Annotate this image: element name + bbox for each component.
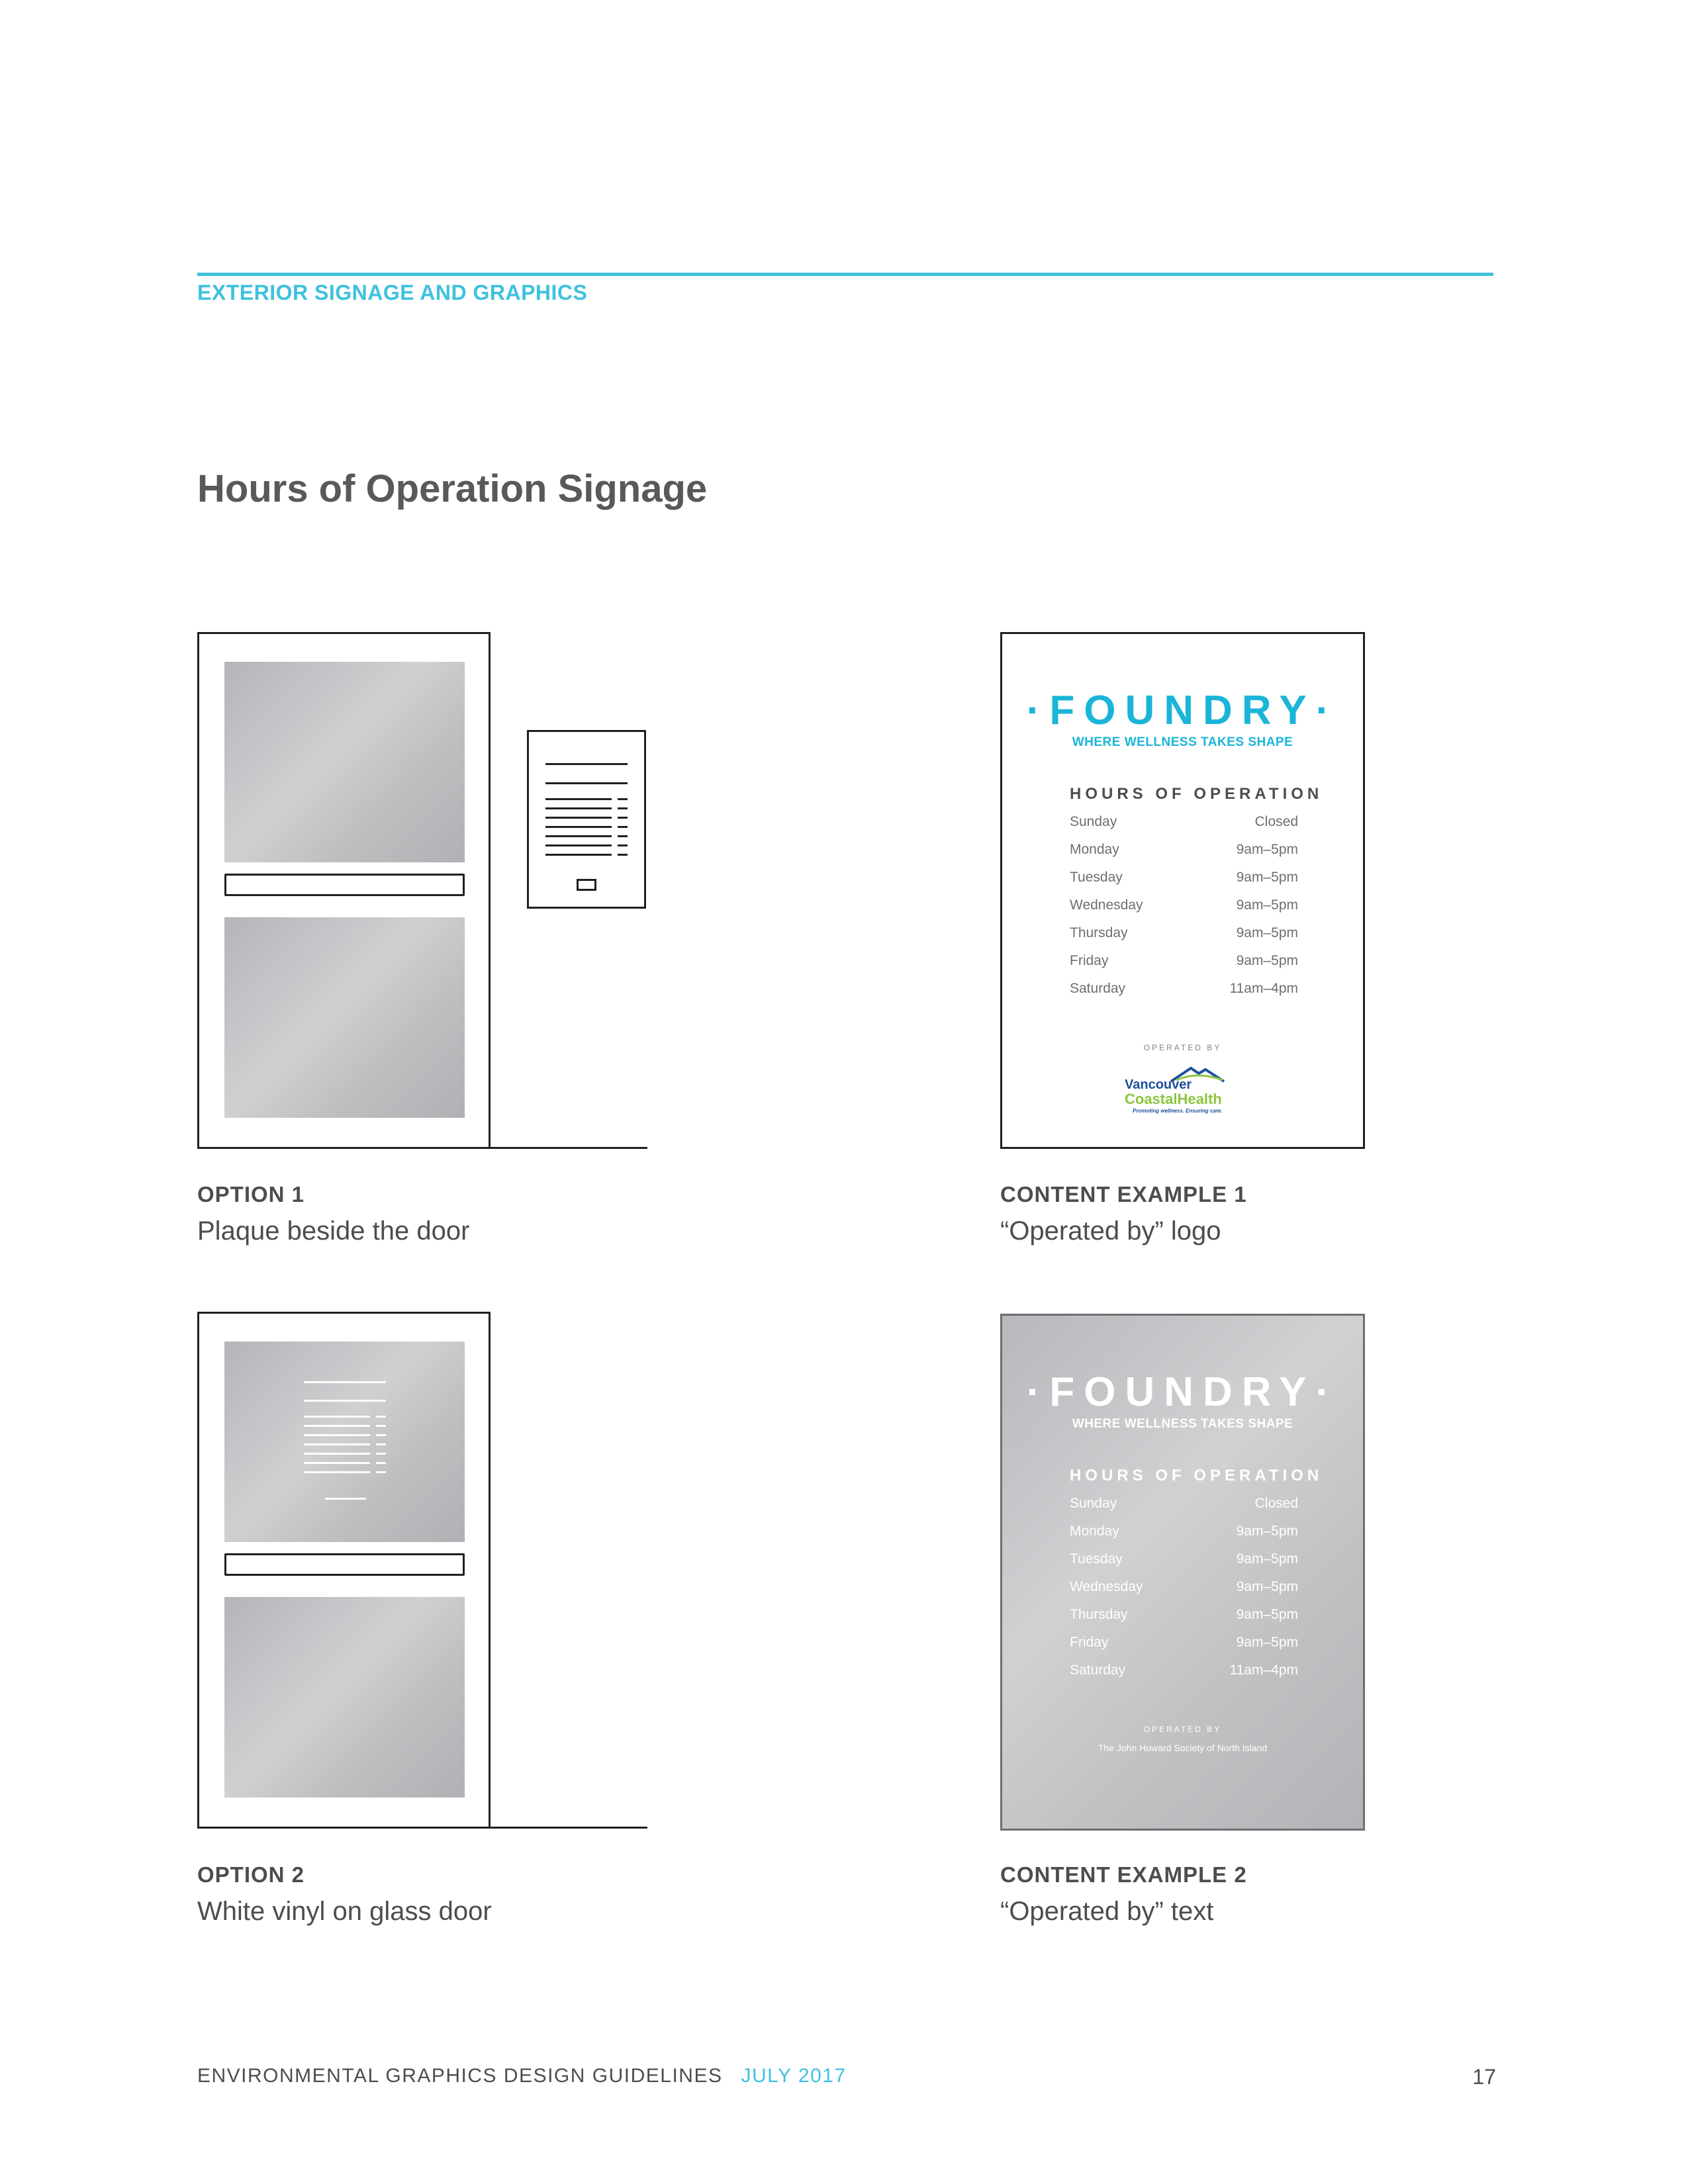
hours-row: Tuesday 9am–5pm bbox=[1070, 1551, 1298, 1567]
door-window-top bbox=[224, 1342, 465, 1542]
operated-by-label: OPERATED BY bbox=[1143, 1725, 1222, 1734]
example-1-text: “Operated by” logo bbox=[1000, 1216, 1221, 1246]
page-title: Hours of Operation Signage bbox=[197, 467, 708, 510]
example-1-heading: CONTENT EXAMPLE 1 bbox=[1000, 1182, 1247, 1206]
vch-line-1: Vancouver bbox=[1125, 1077, 1192, 1092]
footer bbox=[197, 2065, 847, 2087]
floor-line-2 bbox=[491, 1827, 647, 1829]
hours-row: Tuesday 9am–5pm bbox=[1070, 870, 1298, 885]
option-2-text: White vinyl on glass door bbox=[197, 1897, 492, 1926]
door-push-bar bbox=[224, 1553, 465, 1576]
hours-row: Saturday 11am–4pm bbox=[1070, 1662, 1298, 1678]
content-example-1-sign bbox=[1000, 632, 1365, 1149]
option-1-heading: OPTION 1 bbox=[197, 1182, 305, 1206]
footer-date: JULY 2017 bbox=[741, 2065, 847, 2087]
hours-list bbox=[1070, 1496, 1298, 1690]
hours-row: Monday 9am–5pm bbox=[1070, 842, 1298, 857]
hours-row: Wednesday 9am–5pm bbox=[1070, 897, 1298, 913]
example-2-heading: CONTENT EXAMPLE 2 bbox=[1000, 1862, 1247, 1887]
vch-logo bbox=[1125, 1064, 1244, 1114]
hours-row: Sunday Closed bbox=[1070, 1496, 1298, 1511]
foundry-logo bbox=[1002, 687, 1363, 734]
foundry-wordmark: ·FOUNDRY· bbox=[1026, 1369, 1339, 1415]
hours-row: Sunday Closed bbox=[1070, 814, 1298, 829]
operated-by-label: OPERATED BY bbox=[1143, 1043, 1222, 1052]
hours-row: Saturday 11am–4pm bbox=[1070, 981, 1298, 996]
hours-row: Wednesday 9am–5pm bbox=[1070, 1579, 1298, 1594]
door-window-bottom bbox=[224, 917, 465, 1118]
hours-row: Thursday 9am–5pm bbox=[1070, 925, 1298, 940]
plaque-illustration bbox=[527, 730, 646, 909]
hours-heading: HOURS OF OPERATION bbox=[1070, 785, 1323, 803]
operator-text: The John Howard Society of North Island bbox=[1098, 1743, 1268, 1753]
floor-line-1 bbox=[491, 1147, 647, 1149]
vch-line-2: CoastalHealth bbox=[1125, 1091, 1222, 1107]
hours-row: Friday 9am–5pm bbox=[1070, 953, 1298, 968]
door-option-1 bbox=[197, 632, 491, 1149]
hours-heading: HOURS OF OPERATION bbox=[1070, 1467, 1323, 1484]
section-label: EXTERIOR SIGNAGE AND GRAPHICS bbox=[197, 281, 588, 304]
foundry-tagline: WHERE WELLNESS TAKES SHAPE bbox=[1072, 735, 1293, 749]
hours-row: Monday 9am–5pm bbox=[1070, 1524, 1298, 1539]
example-2-text: “Operated by” text bbox=[1000, 1897, 1214, 1926]
foundry-tagline: WHERE WELLNESS TAKES SHAPE bbox=[1072, 1417, 1293, 1431]
option-2-heading: OPTION 2 bbox=[197, 1862, 305, 1887]
door-push-bar bbox=[224, 874, 465, 896]
door-window-top bbox=[224, 662, 465, 862]
hours-row: Friday 9am–5pm bbox=[1070, 1635, 1298, 1650]
hours-row: Thursday 9am–5pm bbox=[1070, 1607, 1298, 1622]
footer-title: ENVIRONMENTAL GRAPHICS DESIGN GUIDELINES bbox=[197, 2065, 723, 2087]
foundry-wordmark: ·FOUNDRY· bbox=[1026, 688, 1339, 733]
page-number: 17 bbox=[1472, 2065, 1496, 2089]
door-window-bottom bbox=[224, 1597, 465, 1797]
content-example-2-sign bbox=[1000, 1314, 1365, 1831]
hours-list bbox=[1070, 814, 1298, 1009]
door-option-2 bbox=[197, 1312, 491, 1829]
header-rule bbox=[197, 273, 1493, 276]
vch-tagline: Promoting wellness. Ensuring care. bbox=[1133, 1108, 1223, 1114]
option-1-text: Plaque beside the door bbox=[197, 1216, 470, 1246]
foundry-logo bbox=[1002, 1369, 1363, 1416]
